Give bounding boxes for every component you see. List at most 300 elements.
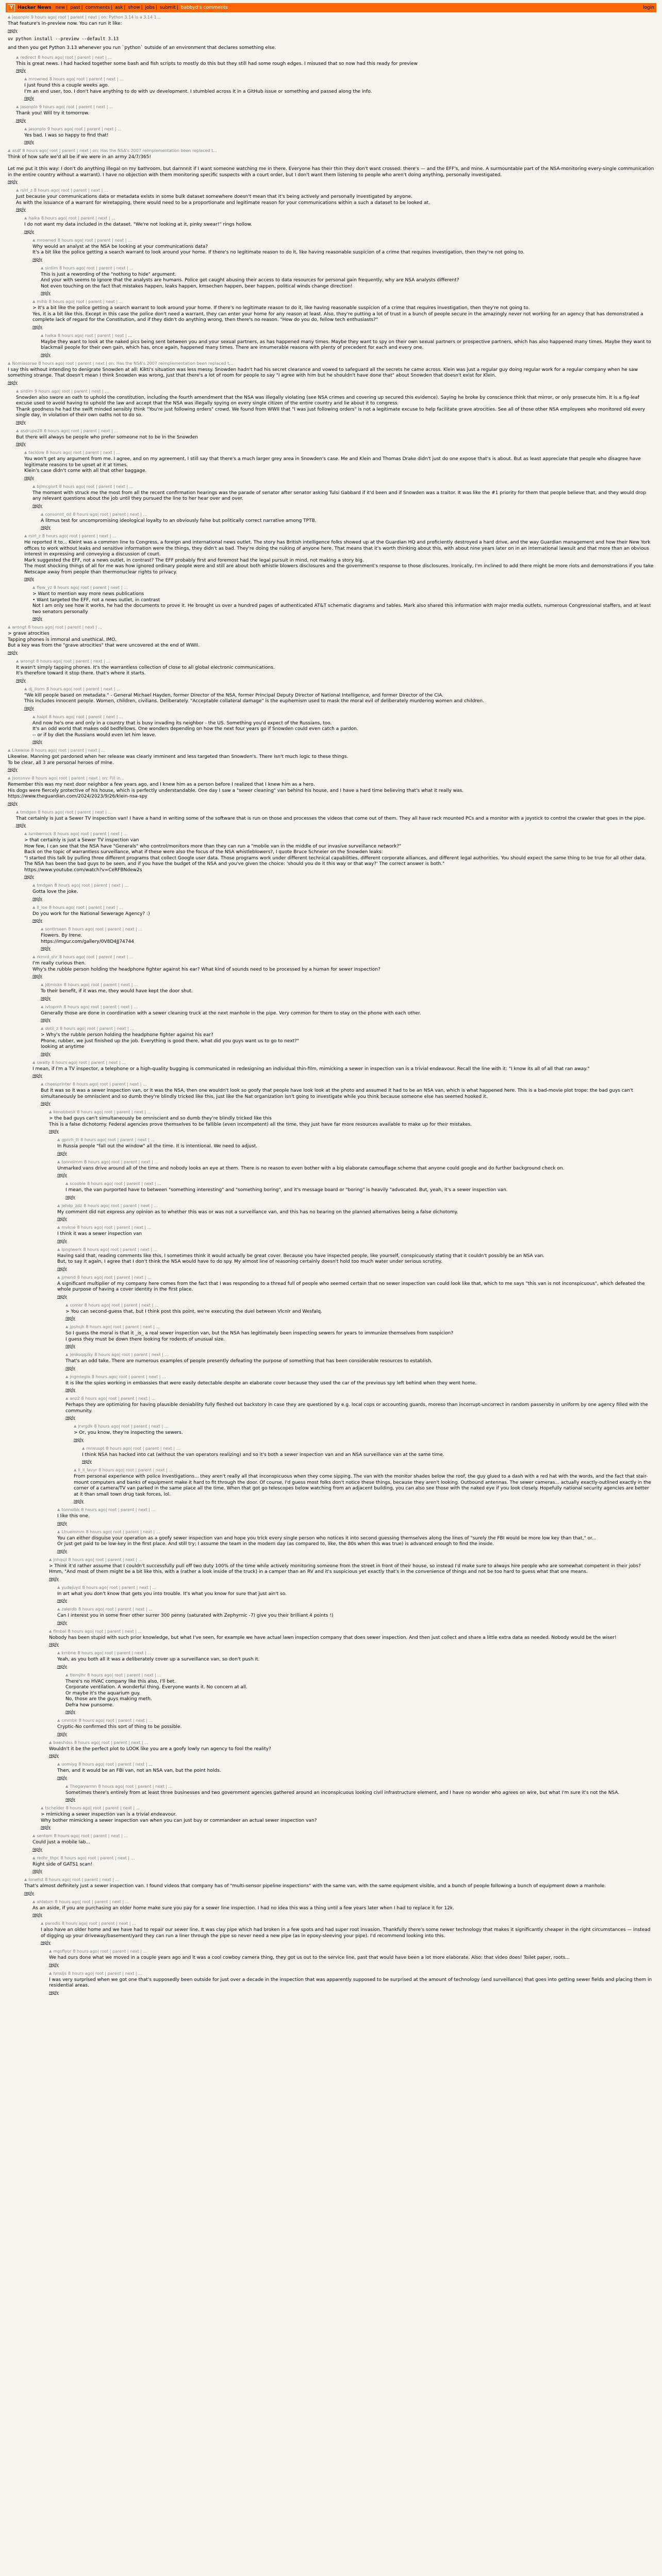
comment-user[interactable]: wrongt	[20, 658, 35, 664]
nav-jobs[interactable]: jobs	[145, 5, 155, 10]
upvote-arrow-icon[interactable]: ▲	[57, 1585, 60, 1589]
comment-user[interactable]: lumberrock	[28, 832, 52, 836]
reply-link[interactable]: reply	[8, 380, 18, 385]
comment-nav-links[interactable]: | root | parent | next | on: Has the NSA's 2007 reimplementation been replaced t...	[62, 361, 233, 366]
comment-time[interactable]: 8 hours ago	[57, 333, 82, 338]
reply-link[interactable]: reply	[41, 1825, 51, 1829]
comment-user[interactable]: flew_yz	[37, 585, 52, 590]
reply-link[interactable]: reply	[8, 179, 18, 184]
comment-user[interactable]: flmbal	[53, 1629, 67, 1634]
upvote-arrow-icon[interactable]: ▲	[41, 265, 44, 270]
comment-time[interactable]: 8 hours ago	[42, 534, 67, 538]
comment-user[interactable]: cheesprinter	[45, 1082, 71, 1087]
upvote-arrow-icon[interactable]: ▲	[74, 1424, 77, 1428]
comment-time[interactable]: 8 hours ago	[48, 905, 74, 910]
reply-link[interactable]: reply	[65, 1797, 75, 1802]
upvote-arrow-icon[interactable]: ▲	[8, 625, 11, 629]
upvote-arrow-icon[interactable]: ▲	[57, 1138, 60, 1142]
comment-nav-links[interactable]: | root | parent | next | ...	[90, 1806, 140, 1810]
comment-time[interactable]: 8 hours ago	[86, 1529, 111, 1534]
comment-nav-links[interactable]: | root | parent | next | ...	[71, 686, 121, 691]
comment-nav-links[interactable]: | root | parent | next | ...	[108, 1247, 158, 1252]
reply-link[interactable]: reply	[65, 1344, 75, 1348]
upvote-arrow-icon[interactable]: ▲	[74, 1468, 77, 1472]
comment-nav-links[interactable]: | root | parent | next | ...	[97, 512, 147, 517]
comment-time[interactable]: 8 hours ago	[60, 1026, 85, 1031]
reply-link[interactable]: reply	[57, 1238, 67, 1243]
upvote-arrow-icon[interactable]: ▲	[16, 188, 19, 192]
comment-user[interactable]: rslrl_z	[20, 188, 32, 193]
reply-link[interactable]: reply	[57, 1173, 67, 1177]
upvote-arrow-icon[interactable]: ▲	[65, 1181, 69, 1185]
comment-nav-links[interactable]: | root | parent | next | ...	[73, 299, 123, 304]
comment-user[interactable]: Thegwyarmn	[70, 1784, 97, 1789]
reply-link[interactable]: reply	[41, 291, 51, 295]
comment-nav-links[interactable]: | root | parent | next | ...	[70, 450, 120, 455]
comment-nav-links[interactable]: | root | parent | next | ...	[103, 1718, 153, 1723]
upvote-arrow-icon[interactable]: ▲	[16, 809, 19, 814]
comment-time[interactable]: 9 hours ago	[47, 126, 72, 131]
comment-time[interactable]: 8 hours ago	[49, 77, 74, 81]
comment-user[interactable]: jngmleglo	[70, 1374, 90, 1379]
reply-link[interactable]: reply	[41, 1018, 51, 1022]
upvote-arrow-icon[interactable]: ▲	[65, 1352, 69, 1357]
comment-user[interactable]: anz2	[70, 1396, 80, 1401]
upvote-arrow-icon[interactable]: ▲	[24, 126, 27, 131]
comment-user[interactable]: wrongt	[12, 625, 27, 630]
upvote-arrow-icon[interactable]: ▲	[8, 748, 11, 752]
comment-user[interactable]: tschelder	[45, 1806, 64, 1810]
reply-link[interactable]: reply	[32, 739, 42, 744]
reply-link[interactable]: reply	[24, 475, 34, 480]
comment-user[interactable]: hmsljs	[53, 1971, 67, 1976]
upvote-arrow-icon[interactable]: ▲	[41, 1082, 44, 1086]
reply-link[interactable]: reply	[32, 1846, 42, 1852]
reply-link[interactable]: reply	[16, 677, 26, 683]
upvote-arrow-icon[interactable]: ▲	[65, 1784, 69, 1788]
reply-link[interactable]: reply	[24, 140, 34, 144]
reply-link[interactable]: reply	[32, 918, 42, 923]
comment-nav-links[interactable]: | root | parent | next | ...	[52, 625, 102, 630]
comment-nav-links[interactable]: | root | parent | next | ...	[110, 1529, 160, 1534]
comment-user[interactable]: redhr_thpc	[37, 1855, 59, 1860]
upvote-arrow-icon[interactable]: ▲	[57, 1247, 60, 1251]
comment-user[interactable]: jrvrgdk	[78, 1424, 93, 1429]
comment-user[interactable]: ll_loe	[37, 905, 47, 910]
upvote-arrow-icon[interactable]: ▲	[49, 1971, 52, 1975]
reply-link[interactable]: reply	[49, 1576, 59, 1581]
upvote-arrow-icon[interactable]: ▲	[49, 1740, 52, 1744]
comment-user[interactable]: jehdp_zdz	[61, 1203, 82, 1208]
comment-nav-links[interactable]: | root | parent | next | ...	[102, 1225, 152, 1230]
comment-nav-links[interactable]: | root | parent | next | on: Fill in...	[56, 776, 124, 781]
reply-link[interactable]: reply	[57, 1548, 67, 1553]
comment-user[interactable]: sirdim	[45, 265, 58, 270]
upvote-arrow-icon[interactable]: ▲	[41, 512, 44, 516]
upvote-arrow-icon[interactable]: ▲	[57, 1203, 60, 1208]
comment-nav-links[interactable]: | root | parent | next | ...	[84, 955, 134, 959]
upvote-arrow-icon[interactable]: ▲	[82, 1446, 85, 1450]
comment-time[interactable]: 8 hours ago	[65, 1806, 91, 1810]
comment-user[interactable]: tlemjlhr	[70, 1672, 86, 1677]
comment-user[interactable]: mvkne	[61, 1225, 76, 1230]
upvote-arrow-icon[interactable]: ▲	[49, 1629, 52, 1633]
comment-nav-links[interactable]: | root | parent | next | ...	[119, 1352, 169, 1357]
comment-time[interactable]: 8 hours ago	[73, 512, 97, 517]
comment-nav-links[interactable]: | root | parent | next | ...	[88, 1004, 138, 1009]
upvote-arrow-icon[interactable]: ▲	[57, 1225, 60, 1229]
site-name[interactable]: Hacker News	[18, 5, 52, 10]
reply-link[interactable]: reply	[16, 442, 26, 446]
reply-link[interactable]: reply	[57, 1266, 67, 1271]
upvote-arrow-icon[interactable]: ▲	[65, 1672, 69, 1677]
comment-nav-links[interactable]: | root | parent | next | ...	[123, 1784, 173, 1789]
reply-link[interactable]: reply	[65, 1709, 75, 1714]
login-link[interactable]: login	[643, 5, 654, 10]
comment-user[interactable]: jdjmiskn	[45, 982, 62, 987]
comment-time[interactable]: 8 hours ago	[36, 658, 61, 664]
reply-link[interactable]: reply	[41, 1051, 51, 1056]
reply-link[interactable]: reply	[49, 1129, 59, 1133]
comment-nav-links[interactable]: | root | parent | next | ...	[103, 1762, 153, 1767]
reply-link[interactable]: reply	[57, 1620, 67, 1625]
comment-user[interactable]: halka	[45, 333, 56, 338]
comment-time[interactable]: 8 hours ago	[98, 1784, 123, 1789]
upvote-arrow-icon[interactable]: ▲	[24, 1877, 27, 1882]
comment-user[interactable]: yudejuyd	[61, 1585, 81, 1590]
upvote-arrow-icon[interactable]: ▲	[41, 1921, 44, 1925]
comment-time[interactable]: 8 hours ago	[68, 1557, 93, 1562]
upvote-arrow-icon[interactable]: ▲	[8, 361, 11, 365]
comment-nav-links[interactable]: | root | parent | next | ...	[106, 1585, 157, 1590]
upvote-arrow-icon[interactable]: ▲	[32, 299, 36, 303]
upvote-arrow-icon[interactable]: ▲	[24, 686, 27, 691]
comment-nav-links[interactable]: | root | parent | next | ...	[98, 1740, 148, 1745]
comment-user[interactable]: ivtopmh	[45, 1004, 62, 1009]
comment-time[interactable]: 8 hours ago	[46, 686, 71, 691]
comment-nav-links[interactable]: | root | parent | next | ...	[106, 1396, 156, 1401]
comment-nav-links[interactable]: | root | parent | next | ...	[59, 388, 109, 394]
comment-nav-links[interactable]: | root | parent | next | ...	[78, 1834, 128, 1838]
upvote-arrow-icon[interactable]: ▲	[24, 216, 27, 220]
comment-user[interactable]: haipt	[37, 714, 47, 719]
reply-link[interactable]: reply	[32, 324, 42, 329]
comment-time[interactable]: 8 hours ago	[81, 1396, 106, 1401]
reply-link[interactable]: reply	[65, 1365, 75, 1370]
upvote-arrow-icon[interactable]: ▲	[49, 1557, 52, 1562]
comment-user[interactable]: cmrnbk	[61, 1718, 77, 1723]
upvote-arrow-icon[interactable]: ▲	[57, 1529, 60, 1534]
reply-link[interactable]: reply	[57, 1216, 67, 1221]
reply-link[interactable]: reply	[16, 419, 26, 425]
reply-link[interactable]: reply	[49, 1753, 59, 1758]
reply-link[interactable]: reply	[65, 1194, 75, 1199]
comment-time[interactable]: 8 hours ago	[60, 1855, 86, 1860]
comment-nav-links[interactable]: | root | parent | next | ...	[82, 238, 132, 243]
upvote-arrow-icon[interactable]: ▲	[8, 148, 11, 152]
comment-user[interactable]: redirect	[20, 55, 37, 60]
comment-user[interactable]: uomiyg	[61, 1762, 77, 1767]
comment-time[interactable]: 8 hours ago	[54, 883, 79, 888]
comment-time[interactable]: 8 hours ago	[86, 1325, 110, 1329]
comment-nav-links[interactable]: | root | parent | next | ...	[84, 1026, 134, 1031]
comment-user[interactable]: mnvuspt	[86, 1446, 105, 1451]
comment-time[interactable]: 8 hours ago	[45, 1877, 70, 1882]
upvote-arrow-icon[interactable]: ▲	[65, 1396, 69, 1400]
comment-nav-links[interactable]: | root | parent | next | ...	[63, 105, 113, 109]
comment-time[interactable]: 8 hours ago	[28, 625, 53, 630]
comment-user[interactable]: lonellst	[28, 1877, 44, 1882]
reply-link[interactable]: reply	[57, 1520, 67, 1526]
comment-user[interactable]: jpshsjh	[70, 1325, 85, 1329]
comment-nav-links[interactable]: | root | parent | next | ...	[88, 982, 138, 987]
comment-time[interactable]: 8 hours ago	[94, 1352, 119, 1357]
comment-nav-links[interactable]: | root | parent | next | ...	[110, 1325, 160, 1329]
comment-time[interactable]: 8 hours ago	[78, 1607, 103, 1612]
comment-nav-links[interactable]: | root | parent | next | ...	[130, 1446, 180, 1451]
comment-nav-links[interactable]: | root | parent | next | ...	[78, 832, 128, 836]
comment-nav-links[interactable]: | root | parent | next | ...	[109, 1302, 159, 1308]
comment-time[interactable]: 9 hours ago	[30, 15, 56, 20]
comment-time[interactable]: 8 hours ago	[77, 1275, 102, 1280]
reply-link[interactable]: reply	[49, 1990, 59, 1995]
comment-time[interactable]: 8 hours ago	[22, 148, 47, 153]
comment-time[interactable]: 8 hours ago	[87, 1181, 112, 1186]
upvote-arrow-icon[interactable]: ▲	[24, 832, 27, 836]
comment-nav-links[interactable]: | root | parent | next | on: Has the NSA's 2007 reimplementation been replaced t...	[46, 148, 217, 153]
comment-user[interactable]: jjmend	[61, 1275, 76, 1280]
comment-time[interactable]: 8 hours ago	[77, 1651, 102, 1655]
comment-user[interactable]: jenkoqqzky	[70, 1352, 93, 1357]
upvote-arrow-icon[interactable]: ▲	[16, 658, 19, 663]
comment-time[interactable]: 8 hours ago	[91, 1374, 117, 1379]
comment-time[interactable]: 8 hours ago	[82, 1585, 107, 1590]
nav-past[interactable]: past	[70, 5, 80, 10]
comment-time[interactable]: 8 hours ago	[44, 428, 69, 433]
upvote-arrow-icon[interactable]: ▲	[16, 105, 19, 109]
comment-nav-links[interactable]: | root | parent | next | ...	[97, 1082, 147, 1087]
comment-time[interactable]: 8 hours ago	[34, 188, 59, 193]
comment-nav-links[interactable]: | root | parent | next | ...	[102, 1275, 152, 1280]
comment-nav-links[interactable]: | root | parent | next | ...	[102, 1110, 152, 1114]
reply-link[interactable]: reply	[49, 1962, 59, 1967]
comment-user[interactable]: baeshdss	[53, 1740, 73, 1745]
reply-link[interactable]: reply	[57, 1664, 67, 1669]
upvote-arrow-icon[interactable]: ▲	[32, 883, 36, 887]
reply-link[interactable]: reply	[57, 1775, 67, 1780]
comment-user[interactable]: jsonsnvv	[12, 776, 30, 781]
comment-time[interactable]: 8 hours ago	[57, 238, 82, 243]
comment-nav-links[interactable]: | root | parent | next | ...	[79, 883, 129, 888]
reply-link[interactable]: reply	[41, 995, 51, 1001]
comment-user[interactable]: asdf	[12, 148, 21, 153]
reply-link[interactable]: reply	[16, 68, 26, 73]
reply-link[interactable]: reply	[32, 1869, 42, 1873]
comment-user[interactable]: mgsflyor	[53, 1949, 72, 1954]
upvote-arrow-icon[interactable]: ▲	[8, 776, 11, 780]
reply-link[interactable]: reply	[8, 28, 18, 33]
reply-link[interactable]: reply	[49, 1642, 59, 1647]
reply-link[interactable]: reply	[24, 96, 34, 100]
comment-nav-links[interactable]: | root | parent | next | ...	[111, 1181, 161, 1186]
comment-user[interactable]: tmdgen	[20, 809, 37, 815]
reply-link[interactable]: reply	[82, 1459, 92, 1464]
upvote-arrow-icon[interactable]: ▲	[57, 1651, 60, 1655]
comment-user[interactable]: consonnt_dd	[45, 512, 72, 517]
comment-user[interactable]: tonnolmm	[61, 1159, 83, 1164]
comment-time[interactable]: 8 hours ago	[78, 1762, 103, 1767]
comment-user[interactable]: sirdim	[20, 388, 34, 394]
comment-nav-links[interactable]: | root | parent | next | ...	[62, 809, 112, 815]
comment-time[interactable]: 8 hours ago	[84, 1302, 109, 1308]
comment-nav-links[interactable]: | root | parent | next | ...	[92, 927, 142, 931]
upvote-arrow-icon[interactable]: ▲	[49, 1110, 52, 1114]
comment-user[interactable]: sontirsaen	[45, 927, 67, 931]
comment-time[interactable]: 8 hours ago	[46, 450, 71, 455]
upvote-arrow-icon[interactable]: ▲	[32, 585, 36, 589]
comment-time[interactable]: 8 hours ago	[38, 361, 63, 366]
upvote-arrow-icon[interactable]: ▲	[41, 1004, 44, 1009]
comment-nav-links[interactable]: | root | parent | next | ...	[111, 1672, 162, 1677]
comment-nav-links[interactable]: | root | parent | next | ...	[82, 333, 132, 338]
reply-link[interactable]: reply	[24, 577, 34, 581]
comment-time[interactable]: 8 hours ago	[61, 1921, 87, 1926]
upvote-arrow-icon[interactable]: ▲	[16, 388, 19, 393]
comment-nav-links[interactable]: | root | parent | next | ...	[68, 428, 118, 433]
reply-link[interactable]: reply	[32, 974, 42, 978]
site-logo[interactable]: Y	[8, 4, 15, 11]
comment-time[interactable]: 8 hours ago	[68, 1629, 92, 1634]
upvote-arrow-icon[interactable]: ▲	[57, 1507, 60, 1512]
comment-nav-links[interactable]: | root | parent | next | ...	[108, 1159, 159, 1164]
comment-time[interactable]: 8 hours ago	[52, 1060, 76, 1065]
reply-link[interactable]: reply	[41, 946, 51, 951]
comment-user[interactable]: krnbne	[61, 1651, 76, 1655]
reply-link[interactable]: reply	[57, 1731, 67, 1736]
comment-time[interactable]: 8 hours ago	[54, 1834, 78, 1838]
reply-link[interactable]: reply	[41, 1940, 51, 1945]
comment-nav-links[interactable]: | root | parent | next | ...	[73, 905, 123, 910]
upvote-arrow-icon[interactable]: ▲	[32, 714, 36, 719]
upvote-arrow-icon[interactable]: ▲	[32, 1899, 36, 1904]
reply-link[interactable]: reply	[16, 823, 26, 827]
reply-link[interactable]: reply	[65, 1316, 75, 1320]
comment-time[interactable]: 8 hours ago	[98, 1468, 123, 1472]
comment-nav-links[interactable]: | root | parent | next | ...	[86, 1921, 136, 1926]
comment-time[interactable]: 8 hours ago	[81, 1507, 106, 1512]
comment-user[interactable]: dotil_z	[45, 1026, 59, 1031]
comment-time[interactable]: 8 hours ago	[59, 484, 84, 489]
comment-time[interactable]: 8 hours ago	[72, 1082, 97, 1087]
comment-user[interactable]: gpnrh_tt	[61, 1138, 79, 1142]
comment-nav-links[interactable]: | root | parent | next | ...	[79, 1899, 129, 1904]
comment-nav-links[interactable]: | root | parent | next | ...	[116, 1374, 166, 1379]
comment-time[interactable]: 8 hours ago	[77, 1110, 102, 1114]
upvote-arrow-icon[interactable]: ▲	[57, 1762, 60, 1766]
reply-link[interactable]: reply	[74, 1499, 84, 1503]
comment-time[interactable]: 8 hours ago	[94, 1424, 119, 1429]
comment-user[interactable]: bjlmcgivrt	[37, 484, 58, 489]
reply-link[interactable]: reply	[32, 257, 42, 262]
comment-nav-links[interactable]: | root | parent | next | ...	[76, 1060, 126, 1065]
upvote-arrow-icon[interactable]: ▲	[57, 1275, 60, 1279]
comment-nav-links[interactable]: | root | parent | next | ...	[58, 188, 108, 193]
comment-nav-links[interactable]: | root | parent | next | ...	[123, 1468, 173, 1472]
reply-link[interactable]: reply	[16, 117, 26, 123]
nav-comments[interactable]: comments	[85, 5, 110, 10]
comment-user[interactable]: swalty	[37, 1060, 51, 1065]
comment-nav-links[interactable]: | root | parent | next | ...	[69, 1877, 119, 1882]
upvote-arrow-icon[interactable]: ▲	[41, 1806, 44, 1810]
comment-time[interactable]: 8 hours ago	[63, 982, 89, 987]
comment-nav-links[interactable]: | root | parent | next | ...	[72, 126, 122, 131]
comment-time[interactable]: 8 hours ago	[31, 776, 56, 781]
reply-link[interactable]: reply	[32, 503, 42, 508]
upvote-arrow-icon[interactable]: ▲	[32, 238, 36, 242]
comment-user[interactable]: tonnolbk	[61, 1507, 80, 1512]
comment-time[interactable]: 8 hours ago	[68, 1971, 93, 1976]
comment-time[interactable]: 8 hours ago	[38, 55, 62, 60]
upvote-arrow-icon[interactable]: ▲	[57, 1607, 60, 1611]
comment-user[interactable]: jasonplo	[20, 105, 38, 109]
upvote-arrow-icon[interactable]: ▲	[57, 1159, 60, 1164]
upvote-arrow-icon[interactable]: ▲	[16, 55, 19, 59]
nav-new[interactable]: new	[55, 5, 65, 10]
comment-user[interactable]: mrowned	[28, 77, 48, 81]
comment-user[interactable]: jnhqsjl	[53, 1557, 67, 1562]
comment-nav-links[interactable]: | root | parent | next | on: Python 3.14 is a 3.14 1...	[55, 15, 161, 20]
upvote-arrow-icon[interactable]: ▲	[57, 1718, 60, 1722]
comment-user[interactable]: kenobbesk	[53, 1110, 76, 1114]
comment-time[interactable]: 8 hours ago	[53, 832, 78, 836]
nav-ask[interactable]: ask	[114, 5, 123, 10]
comment-time[interactable]: 8 hours ago	[74, 1740, 99, 1745]
reply-link[interactable]: reply	[57, 1598, 67, 1603]
comment-nav-links[interactable]: | root | parent | next | ...	[97, 1949, 147, 1954]
comment-time[interactable]: 8 hours ago	[68, 927, 93, 931]
comment-user[interactable]: mihb	[37, 299, 47, 304]
comment-nav-links[interactable]: | root | parent | next | ...	[74, 77, 124, 81]
reply-link[interactable]: reply	[41, 352, 51, 357]
comment-time[interactable]: 8 hours ago	[59, 955, 84, 959]
comment-time[interactable]: 8 hours ago	[78, 1718, 104, 1723]
comment-time[interactable]: 8 hours ago	[31, 748, 56, 753]
comment-user[interactable]: parodis	[45, 1921, 60, 1926]
reply-link[interactable]: reply	[41, 1101, 51, 1106]
comment-time[interactable]: 8 hours ago	[80, 1138, 105, 1142]
upvote-arrow-icon[interactable]: ▲	[41, 1026, 44, 1030]
comment-time[interactable]: 8 hours ago	[73, 1949, 97, 1954]
comment-nav-links[interactable]: | root | parent | next | ...	[67, 534, 117, 538]
comment-user[interactable]: rslrl_z	[28, 534, 41, 538]
reply-link[interactable]: reply	[41, 525, 51, 530]
comment-user[interactable]: tacklow	[28, 450, 45, 455]
comment-user[interactable]: ahlatsm	[37, 1899, 54, 1904]
comment-time[interactable]: 8 hours ago	[106, 1446, 130, 1451]
reply-link[interactable]: reply	[8, 801, 18, 806]
upvote-arrow-icon[interactable]: ▲	[65, 1325, 69, 1329]
comment-nav-links[interactable]: | root | parent | next | ...	[84, 484, 134, 489]
reply-link[interactable]: reply	[24, 1890, 34, 1895]
reply-link[interactable]: reply	[8, 650, 18, 655]
comment-user[interactable]: tmdgen	[37, 883, 53, 888]
comment-user[interactable]: sentom	[37, 1834, 53, 1838]
comment-nav-links[interactable]: | root | parent | next | ...	[102, 1651, 152, 1655]
comment-time[interactable]: 8 hours ago	[55, 1899, 80, 1904]
comment-time[interactable]: 8 hours ago	[48, 714, 74, 719]
comment-nav-links[interactable]: | root | parent | next | ...	[105, 1507, 156, 1512]
reply-link[interactable]: reply	[65, 1415, 75, 1420]
